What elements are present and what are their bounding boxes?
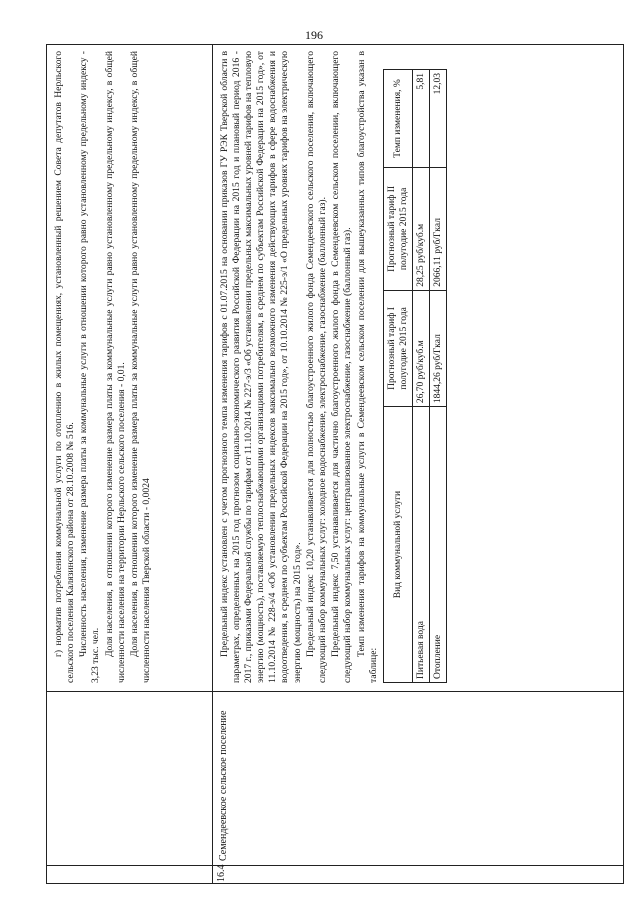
paragraph: Темп изменения тарифов на коммунальные услуги в Семендеевском сельском поселении для вышеуказанных типов благоустройства указан в таблице: xyxy=(355,51,379,683)
rotated-page xyxy=(46,44,624,884)
service-cell: Питьевая вода xyxy=(412,407,429,683)
change-rate-cell: 12,03 xyxy=(429,70,446,168)
paragraph: г) норматив потребления коммунальной услуги по отоплению в жилых помещениях, установленный решением Совета депутатов Нерльского сельского поселения Калязинского района от 28.10.2008 № 516. xyxy=(53,51,77,683)
description-cell xyxy=(47,44,212,691)
header-tariff-h1: Прогнозный тариф I полугодие 2015 года xyxy=(383,290,412,406)
header-tariff-h2: Прогнозный тариф II полугодие 2015 года xyxy=(383,168,412,291)
paragraph: Предельный индекс 7,50 устанавливается для частично благоустроенного жилого фонда в Семендеевском сельском поселении, включающего следующий набор коммунальных услуг: централизованное электроснабжение, газоснабжение (баллонный газ). xyxy=(330,51,354,683)
paragraph: Доля населения, в отношении которого изменение размера платы за коммунальные услуги равно установленному предельному индексу, в общей численности населения Тверской области - 0,0024 xyxy=(129,51,153,683)
paragraph: Предельный индекс 10,20 устанавливается для полностью благоустроенного жилого фонда Семендеевского сельского поселения, включающего следующий набор коммунальных услуг: холодное водоснабжение, электроснабжение, газоснабжение (баллонный газ). xyxy=(304,51,328,683)
row-number-cell xyxy=(47,865,212,883)
table-row-16-4 xyxy=(213,44,624,883)
table-row xyxy=(412,70,429,683)
paragraph: Предельный индекс установлен с учетом прогнозного темпа изменения тарифов с 01.07.2015 на основании приказов ГУ РЭК Тверской области в параметрах, определенных на 2015 год прогнозом социально-экономического развития Российской Федерации на 2015 год и плановый период 2016 - 2017 г., приказами Федеральной службы по тарифам от 11.10.2014 № 227-э/3 «Об установлении предельных максимальных уровней тарифов на тепловую энергию (мощность), поставляемую теплоснабжающими организациями потребителям, в среднем по субъектам Российской Федерации на 2015 год», от 11.10.2014 № 228-э/4 «Об установлении предельных индексов максимально возможного изменения действующих тарифов в сфере водоснабжения и водоотведения, в среднем по субъектам Российской Федерации на 2015 год», от 10.10.2014 № 225-э/1 «О предельных уровнях тарифов на электрическую энергию (мощность) на 2015 год». xyxy=(219,51,303,683)
row-number-cell: 16.4 xyxy=(213,865,624,883)
header-service: Вид коммунальной услуги xyxy=(383,407,412,683)
tariff-table-header xyxy=(383,70,412,683)
settlement-name-cell: Семендеевское сельское поселение xyxy=(213,691,624,865)
table-row xyxy=(429,70,446,683)
service-cell: Отопление xyxy=(429,407,446,683)
tariff-h2-cell: 28,25 руб/куб.м xyxy=(412,168,429,291)
tariff-h2-cell: 2066,11 руб/Гкал xyxy=(429,168,446,291)
tariff-h1-cell: 1844,26 руб/Гкал xyxy=(429,290,446,406)
document-table xyxy=(46,44,624,884)
settlement-name-cell xyxy=(47,691,212,865)
paragraph: Численность населения, изменение размера платы за коммунальные услуги в отношении которого равно установленному предельному индексу - 3,23 тыс. чел. xyxy=(78,51,102,683)
page-number: 196 xyxy=(305,28,323,42)
tariff-h1-cell: 26,70 руб/куб.м xyxy=(412,290,429,406)
description-cell xyxy=(213,44,624,691)
tariff-table xyxy=(383,69,447,683)
change-rate-cell: 5,81 xyxy=(412,70,429,168)
paragraph: Доля населения, в отношении которого изменение размера платы за коммунальные услуги равно установленному предельному индексу, в общей численности населения на территории Нерльского сельского поселения - 0,01. xyxy=(103,51,127,683)
table-row-previous xyxy=(47,44,213,883)
header-change-rate: Темп изменения, % xyxy=(383,70,412,168)
